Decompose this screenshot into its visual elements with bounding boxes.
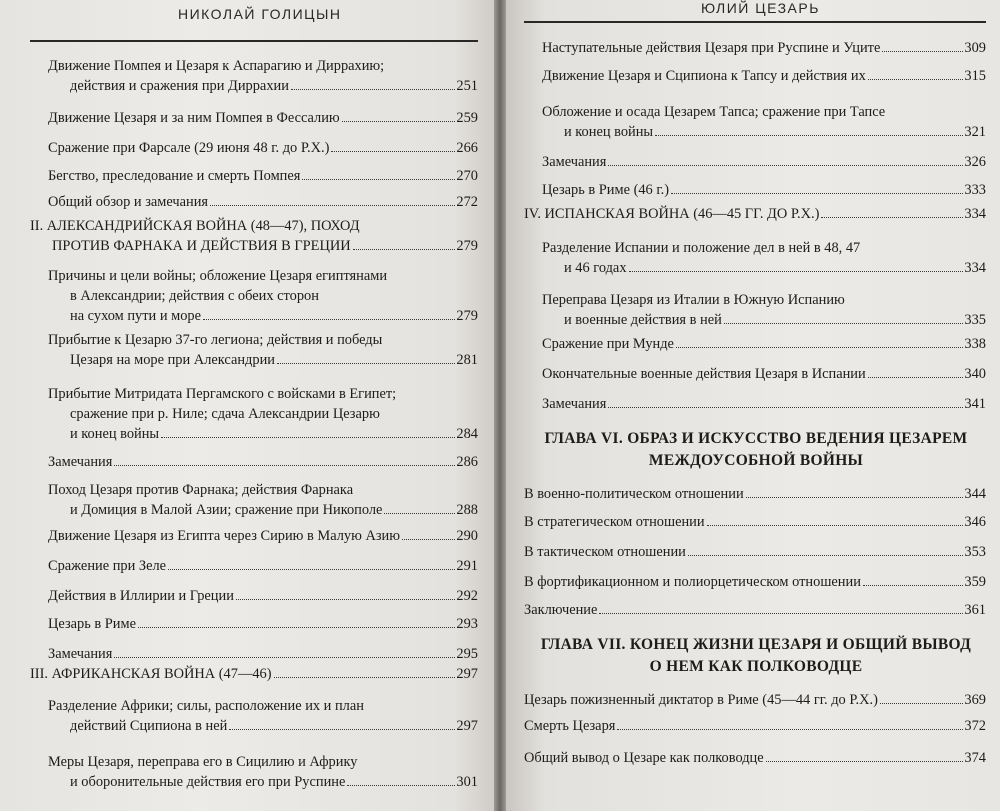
page-number: 334 [964, 206, 986, 222]
dot-leader [114, 657, 455, 658]
entry-title-line: Смерть Цезаря [524, 718, 616, 734]
entry-title-line: Движение Цезаря из Египта через Сирию в Малую Азию [48, 528, 400, 544]
page-number: 309 [964, 40, 986, 56]
toc-entry [542, 334, 986, 354]
page-number: 293 [456, 616, 478, 632]
dot-leader [617, 729, 963, 730]
entry-title-line: Замечания [542, 396, 607, 412]
page-number: 333 [964, 182, 986, 198]
entry-title-line: Наступательные действия Цезаря при Руспине и Уците [542, 40, 881, 56]
entry-title-line: Бегство, преследование и смерть Помпея [48, 168, 301, 184]
toc-entry [524, 512, 986, 532]
dot-leader [161, 437, 455, 438]
page-number: 301 [456, 774, 478, 790]
entry-title-line: и конец войны [70, 426, 160, 442]
toc-entry [48, 480, 478, 520]
toc-entry [48, 752, 478, 792]
dot-leader [608, 407, 963, 408]
dot-leader [168, 569, 455, 570]
page-number: 292 [456, 588, 478, 604]
toc-entry [48, 108, 478, 128]
page-number: 369 [964, 692, 986, 708]
dot-leader [688, 555, 964, 556]
chapter-heading-line: ГЛАВА VI. ОБРАЗ И ИСКУССТВО ВЕДЕНИЯ ЦЕЗАРЕМ [544, 430, 968, 447]
dot-leader [229, 729, 455, 730]
page-number: 372 [964, 718, 986, 734]
toc-entry [48, 644, 478, 664]
page-number: 286 [456, 454, 478, 470]
right-page [506, 0, 1000, 811]
toc-part-heading [30, 664, 478, 684]
toc-entry [524, 716, 986, 736]
entry-title-line: Замечания [48, 454, 113, 470]
page-number: 272 [456, 194, 478, 210]
page-number: 279 [456, 238, 478, 254]
entry-title-line: IV. ИСПАНСКАЯ ВОЙНА (46—45 ГГ. ДО Р.Х.) [524, 206, 820, 222]
entry-title-line: Действия в Иллирии и Греции [48, 588, 234, 604]
toc-entry [542, 38, 986, 58]
toc-entry [48, 192, 478, 212]
toc-part-heading [524, 204, 986, 224]
toc-entry [48, 556, 478, 576]
toc-entry [48, 452, 478, 472]
toc-entry [48, 384, 478, 444]
entry-title-line: Меры Цезаря, переправа его в Сицилию и Африку [48, 754, 358, 770]
page-number: 341 [964, 396, 986, 412]
entry-title-line: Цезарь пожизненный диктатор в Риме (45—44 гг. до Р.Х.) [524, 692, 878, 708]
toc-entry [524, 690, 986, 710]
dot-leader [138, 627, 455, 628]
toc-entry [48, 586, 478, 606]
entry-title-line: Окончательные военные действия Цезаря в Испании [542, 366, 866, 382]
book-gutter [494, 0, 506, 811]
toc-entry [542, 290, 986, 330]
entry-title-line: Движение Цезаря и Сципиона к Тапсу и действия их [542, 68, 866, 84]
dot-leader [384, 513, 455, 514]
page-number: 290 [456, 528, 478, 544]
toc-entry [48, 266, 478, 326]
entry-title-line: III. АФРИКАНСКАЯ ВОЙНА (47—46) [30, 666, 272, 682]
toc-entry [524, 484, 986, 504]
header-rule [524, 21, 986, 23]
page-number: 291 [456, 558, 478, 574]
entry-title-line: Сражение при Фарсале (29 июня 48 г. до Р.Х.) [48, 140, 330, 156]
dot-leader [724, 323, 964, 324]
chapter-heading-line: ГЛАВА VII. КОНЕЦ ЖИЗНИ ЦЕЗАРЯ И ОБЩИЙ ВЫВОД [540, 636, 972, 653]
page-number: 359 [964, 574, 986, 590]
page-number: 338 [964, 336, 986, 352]
entry-title-line: и оборонительные действия его при Руспине [70, 774, 346, 790]
dot-leader [676, 347, 963, 348]
toc-entry [542, 238, 986, 278]
dot-leader [707, 525, 964, 526]
entry-title-line: В стратегическом отношении [524, 514, 705, 530]
page-number: 346 [964, 514, 986, 530]
entry-title-line: Замечания [48, 646, 113, 662]
toc-entry [524, 600, 986, 620]
dot-leader [402, 539, 455, 540]
dot-leader [882, 51, 963, 52]
entry-title-line: Движение Цезаря и за ним Помпея в Фессалию [48, 110, 340, 126]
dot-leader [210, 205, 455, 206]
page-number: 321 [964, 124, 986, 140]
entry-title-line: Общий обзор и замечания [48, 194, 209, 210]
toc-entry [48, 56, 478, 96]
page-number: 270 [456, 168, 478, 184]
entry-title-line: в Александрии; действия с обеих сторон [70, 288, 319, 304]
page-number: 344 [964, 486, 986, 502]
entry-title-line: Цезарь в Риме (46 г.) [542, 182, 670, 198]
header-rule [30, 40, 478, 42]
page-number: 335 [964, 312, 986, 328]
dot-leader [342, 121, 456, 122]
page-number: 334 [964, 260, 986, 276]
entry-title-line: Заключение [524, 602, 598, 618]
page-number: 374 [964, 750, 986, 766]
entry-title-line: и конец войны [564, 124, 654, 140]
page-number: 279 [456, 308, 478, 324]
dot-leader [766, 761, 964, 762]
entry-title-line: Цезарь в Риме [48, 616, 136, 632]
dot-leader [746, 497, 964, 498]
chapter-heading [526, 428, 986, 472]
toc-entry [524, 542, 986, 562]
dot-leader [655, 135, 963, 136]
entry-title-line: и Домиция в Малой Азии; сражение при Никополе [70, 502, 383, 518]
dot-leader [291, 89, 455, 90]
dot-leader [347, 785, 455, 786]
toc-entry [542, 180, 986, 200]
entry-title-line: В фортификационном и полиорцетическом отношении [524, 574, 861, 590]
page-number: 297 [456, 718, 478, 734]
chapter-heading-line: О НЕМ КАК ПОЛКОВОДЦЕ [649, 658, 863, 675]
toc-entry [48, 138, 478, 158]
toc-entry [524, 748, 986, 768]
dot-leader [868, 377, 964, 378]
left-page [0, 0, 494, 811]
running-head-title: ЮЛИЙ ЦЕЗАРЬ [701, 0, 820, 16]
entry-title-line: Прибытие к Цезарю 37-го легиона; действия и победы [48, 332, 383, 348]
page-number: 295 [456, 646, 478, 662]
toc-entry [542, 102, 986, 142]
entry-title-line: Движение Помпея и Цезаря к Аспарагию и Диррахию; [48, 58, 385, 74]
toc-entry [48, 330, 478, 370]
dot-leader [353, 249, 456, 250]
dot-leader [236, 599, 455, 600]
page-number: 340 [964, 366, 986, 382]
dot-leader [671, 193, 963, 194]
toc-entry [542, 364, 986, 384]
entry-title-line: сражение при р. Ниле; сдача Александрии Цезарю [70, 406, 380, 422]
dot-leader [629, 271, 964, 272]
dot-leader [277, 363, 455, 364]
entry-title-line: и военные действия в ней [564, 312, 722, 328]
page-number: 266 [456, 140, 478, 156]
page-number: 326 [964, 154, 986, 170]
dot-leader [203, 319, 455, 320]
entry-title-line: Сражение при Зеле [48, 558, 167, 574]
entry-title-line: Цезаря на море при Александрии [70, 352, 275, 368]
entry-title-line: Разделение Испании и положение дел в ней в 48, 47 [542, 240, 861, 256]
toc-entry [542, 394, 986, 414]
page-number: 353 [964, 544, 986, 560]
entry-title-line: ПРОТИВ ФАРНАКА И ДЕЙСТВИЯ В ГРЕЦИИ [52, 238, 351, 254]
entry-title-line: Сражение при Мунде [542, 336, 674, 352]
toc-entry [524, 572, 986, 592]
entry-title-line: В тактическом отношении [524, 544, 686, 560]
entry-title-line: Обложение и осада Цезарем Тапса; сражение при Тапсе [542, 104, 886, 120]
dot-leader [868, 79, 964, 80]
entry-title-line: Разделение Африки; силы, расположение их и план [48, 698, 364, 714]
chapter-heading-line: МЕЖДОУСОБНОЙ ВОЙНЫ [648, 452, 864, 469]
running-head-author: НИКОЛАЙ ГОЛИЦЫН [178, 6, 342, 22]
dot-leader [880, 703, 963, 704]
dot-leader [599, 613, 963, 614]
dot-leader [114, 465, 455, 466]
entry-title-line: и 46 годах [564, 260, 627, 276]
page-number: 288 [456, 502, 478, 518]
toc-entry [542, 66, 986, 86]
entry-title-line: Причины и цели войны; обложение Цезаря египтянами [48, 268, 388, 284]
toc-entry [48, 614, 478, 634]
dot-leader [821, 217, 963, 218]
entry-title-line: Замечания [542, 154, 607, 170]
dot-leader [274, 677, 456, 678]
dot-leader [863, 585, 964, 586]
toc-entry [48, 166, 478, 186]
entry-title-line: Общий вывод о Цезаре как полководце [524, 750, 764, 766]
entry-title-line: Прибытие Митридата Пергамского с войсками в Египет; [48, 386, 397, 402]
page-number: 281 [456, 352, 478, 368]
entry-title-line: Поход Цезаря против Фарнака; действия Фарнака [48, 482, 354, 498]
entry-title-line: В военно-политическом отношении [524, 486, 744, 502]
page-number: 315 [964, 68, 986, 84]
page-number: 284 [456, 426, 478, 442]
toc-entry [542, 152, 986, 172]
entry-title-line: на сухом пути и море [70, 308, 202, 324]
entry-title-line: действий Сципиона в ней [70, 718, 228, 734]
entry-title-line: действия и сражения при Диррахии [70, 78, 289, 94]
page-number: 361 [964, 602, 986, 618]
dot-leader [302, 179, 455, 180]
chapter-heading [526, 634, 986, 678]
toc-entry [48, 696, 478, 736]
entry-title-line: Переправа Цезаря из Италии в Южную Испанию [542, 292, 845, 308]
toc-entry [48, 526, 478, 546]
page-number: 297 [456, 666, 478, 682]
dot-leader [608, 165, 963, 166]
page-number: 259 [456, 110, 478, 126]
dot-leader [331, 151, 455, 152]
entry-title-line: II. АЛЕКСАНДРИЙСКАЯ ВОЙНА (48—47), ПОХОД [30, 218, 360, 234]
page-number: 251 [456, 78, 478, 94]
toc-part-heading [30, 216, 478, 256]
